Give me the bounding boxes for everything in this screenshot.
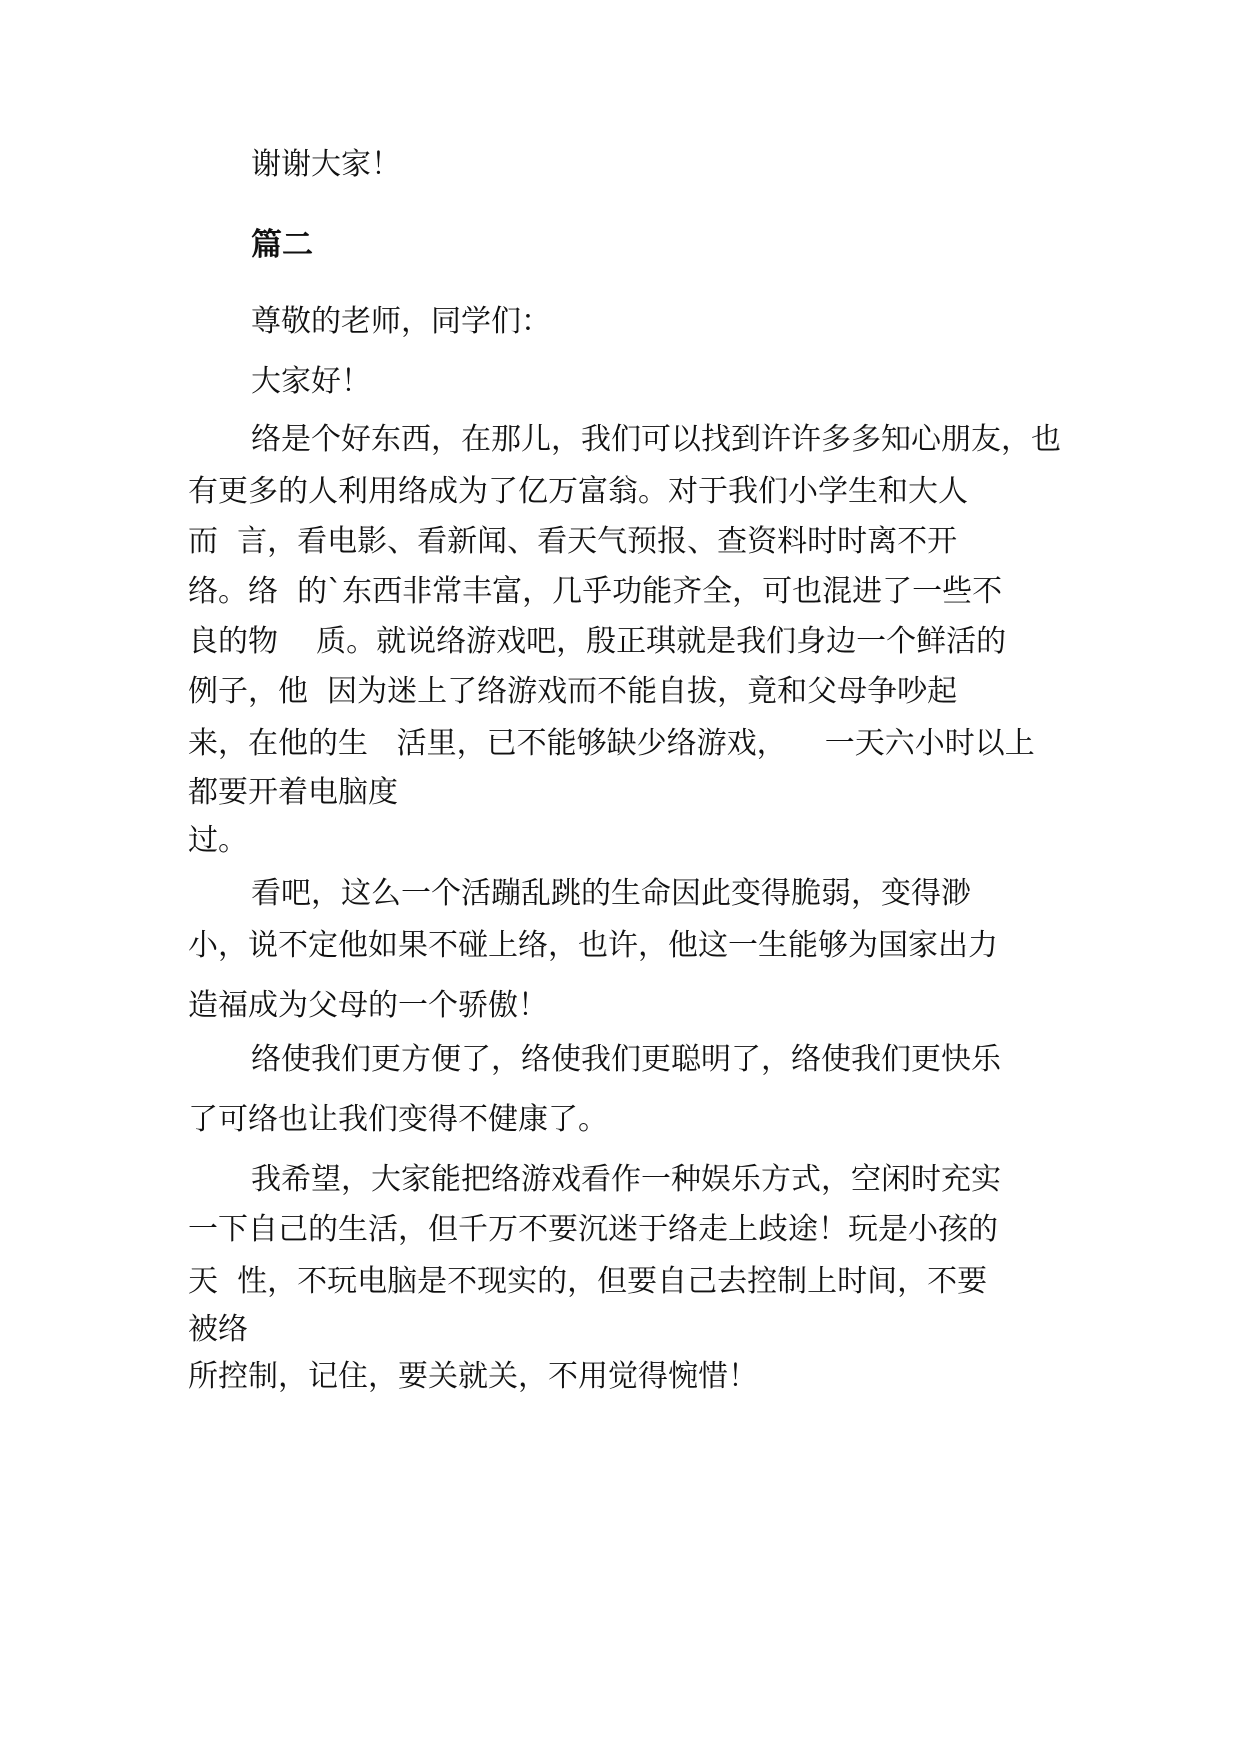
paragraph-1-line: 良的物 质。就说络游戏吧，殷正琪就是我们身边一个鲜活的 [188, 624, 1007, 659]
paragraph-4-line: 一下自己的生活，但千万不要沉迷于络走上歧途！玩是小孩的 [188, 1212, 998, 1247]
paragraph-4-line: 天 性，不玩电脑是不现实的，但要自己去控制上时间，不要 [188, 1264, 988, 1299]
greeting-line: 大家好！ [251, 364, 371, 399]
paragraph-3-line: 了可络也让我们变得不健康了。 [188, 1102, 608, 1137]
closing-line: 谢谢大家！ [251, 147, 401, 182]
paragraph-1-line: 都要开着电脑度 [188, 775, 398, 810]
paragraph-3-line: 络使我们更方便了，络使我们更聪明了，络使我们更快乐 [251, 1042, 1001, 1077]
paragraph-2-line: 小，说不定他如果不碰上络，也许，他这一生能够为国家出力 [188, 928, 998, 963]
paragraph-1-line: 来，在他的生 活里，已不能够缺少络游戏， 一天六小时以上 [188, 726, 1035, 761]
paragraph-1-line: 例子，他 因为迷上了络游戏而不能自拔，竟和父母争吵起 [188, 674, 958, 709]
paragraph-1-line: 络是个好东西，在那儿，我们可以找到许许多多知心朋友，也 [251, 422, 1061, 457]
paragraph-4-line: 我希望，大家能把络游戏看作一种娱乐方式，空闲时充实 [251, 1162, 1001, 1197]
section-heading: 篇二 [251, 227, 313, 263]
paragraph-2-line: 造福成为父母的一个骄傲！ [188, 988, 548, 1023]
paragraph-1-line: 过。 [188, 823, 248, 858]
paragraph-1-line: 有更多的人利用络成为了亿万富翁。对于我们小学生和大人 [188, 474, 968, 509]
paragraph-1-line: 络。络 的`东西非常丰富，几乎功能齐全，可也混进了一些不 [188, 574, 1003, 609]
paragraph-4-line: 被络 [188, 1312, 248, 1347]
paragraph-2-line: 看吧，这么一个活蹦乱跳的生命因此变得脆弱，变得渺 [251, 876, 971, 911]
paragraph-4-line: 所控制，记住，要关就关，不用觉得惋惜！ [188, 1359, 758, 1394]
salutation-line: 尊敬的老师，同学们： [251, 304, 551, 339]
paragraph-1-line: 而 言，看电影、看新闻、看天气预报、查资料时时离不开 [188, 524, 958, 559]
